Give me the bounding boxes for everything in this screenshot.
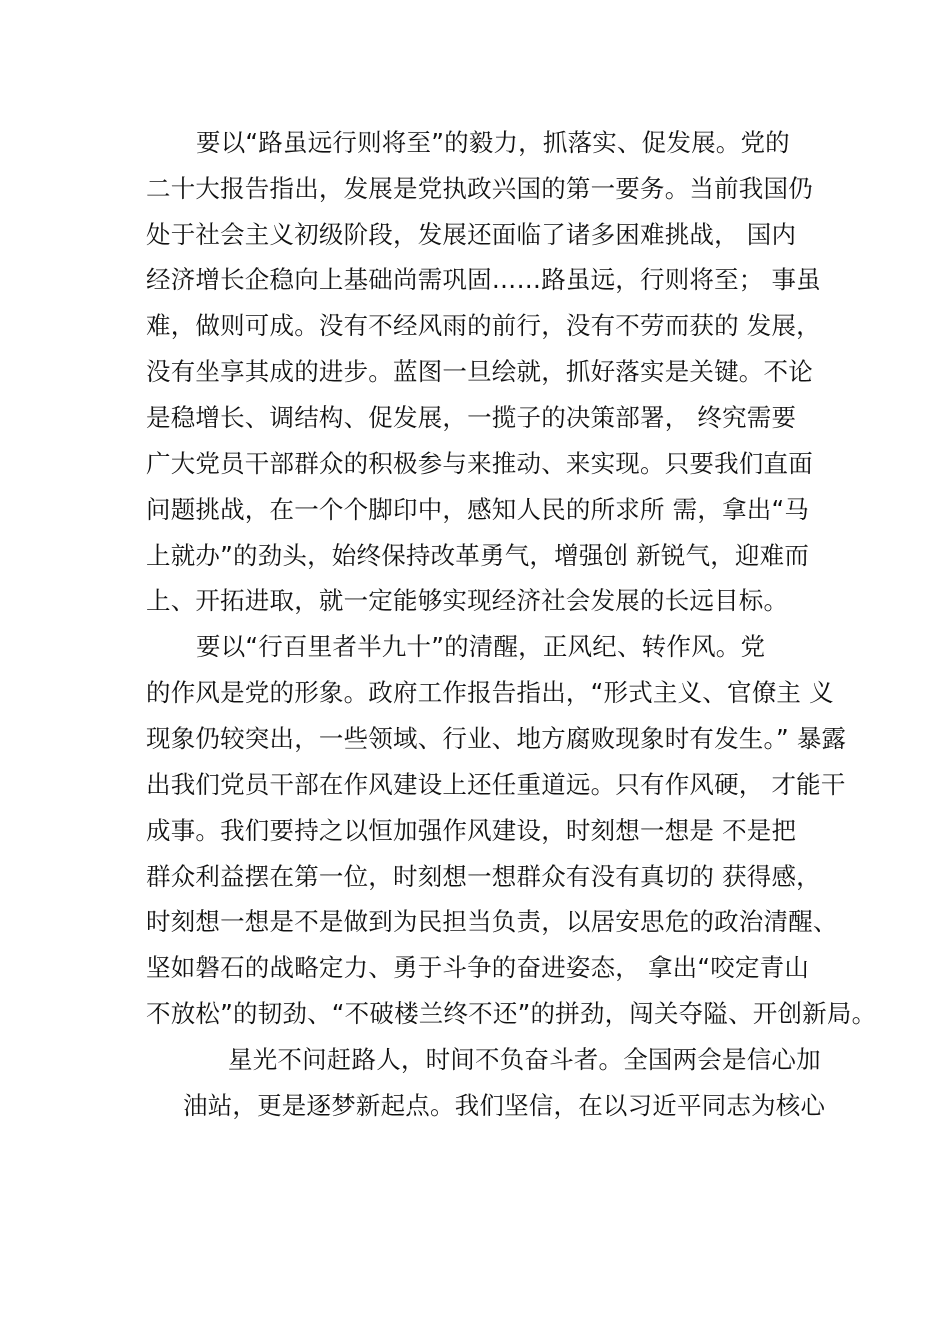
text-line: 难，做则可成。没有不经风雨的前行，没有不劳而获的 发展， (146, 311, 821, 340)
text-line: 星光不问赶路人，时间不负奋斗者。全国两会是信心加 (228, 1045, 821, 1074)
text-line: 现象仍较突出，一些领域、行业、地方腐败现象时有发生。” 暴露 (146, 724, 847, 753)
text-line: 坚如磐石的战略定力、勇于斗争的奋进姿态， 拿出“咬定青山 (146, 953, 810, 982)
text-line: 没有坐享其成的进步。蓝图一旦绘就，抓好落实是关键。不论 (146, 357, 813, 386)
text-line: 上就办”的劲头，始终保持改革勇气，增强创 新锐气，迎难而 (146, 541, 810, 570)
text-line: 要以“行百里者半九十”的清醒，正风纪、转作风。党 (196, 632, 766, 661)
text-line: 二十大报告指出，发展是党执政兴国的第一要务。当前我国仍 (146, 174, 813, 203)
text-line: 问题挑战，在一个个脚印中，感知人民的所求所 需，拿出“马 (146, 495, 810, 524)
text-line: 出我们党员干部在作风建设上还任重道远。只有作风硬， 才能干 (146, 770, 846, 799)
text-line: 时刻想一想是不是做到为民担当负责，以居安思危的政治清醒、 (146, 907, 838, 936)
text-line: 广大党员干部群众的积极参与来推动、来实现。只要我们直面 (146, 449, 813, 478)
text-line: 是稳增长、调结构、促发展，一揽子的决策部署， 终究需要 (146, 403, 797, 432)
text-line: 要以“路虽远行则将至”的毅力，抓落实、促发展。党的 (196, 128, 790, 157)
text-line: 经济增长企稳向上基础尚需巩固……路虽远，行则将至； 事虽 (146, 265, 821, 294)
text-line: 的作风是党的形象。政府工作报告指出，“形式主义、官僚主 义 (146, 678, 834, 707)
text-line: 不放松”的韧劲、“不破楼兰终不还”的拼劲，闯关夺隘、开创新局。 (146, 999, 877, 1028)
text-line: 油站，更是逐梦新起点。我们坚信，在以习近平同志为核心 (183, 1091, 826, 1120)
text-line: 上、开拓进取，就一定能够实现经济社会发展的长远目标。 (146, 586, 789, 615)
text-line: 群众利益摆在第一位，时刻想一想群众有没有真切的 获得感， (146, 862, 821, 891)
text-line: 成事。我们要持之以恒加强作风建设，时刻想一想是 不是把 (146, 816, 797, 845)
text-line: 处于社会主义初级阶段，发展还面临了诸多困难挑战， 国内 (146, 220, 797, 249)
